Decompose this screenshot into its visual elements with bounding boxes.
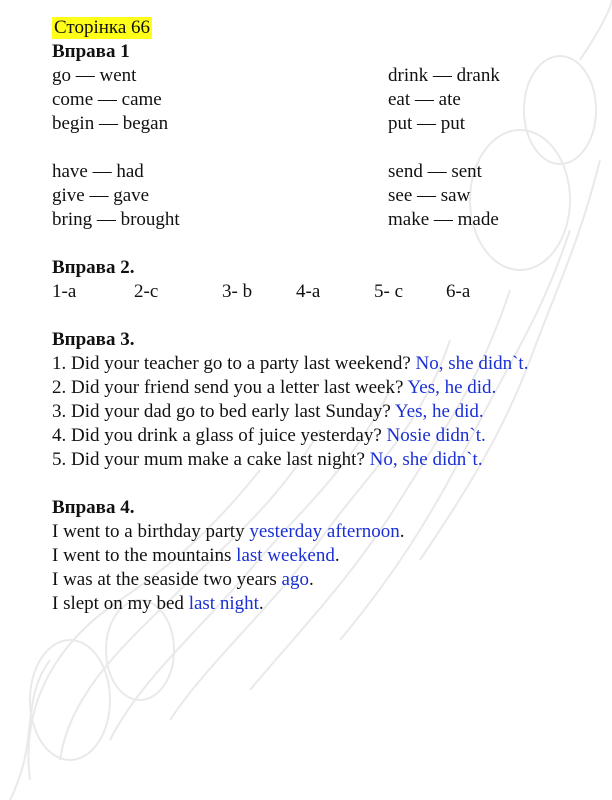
- question-line: [52, 352, 592, 376]
- spacer: [52, 136, 592, 160]
- answer-item: 2-c: [134, 281, 159, 302]
- page-label: Сторінка 66: [54, 17, 151, 38]
- sentence-line: [52, 544, 592, 568]
- sentence-line: [52, 592, 592, 616]
- verb-pair-row: [52, 208, 592, 232]
- answer-item: 5- c: [374, 281, 404, 302]
- spacer: [52, 232, 592, 256]
- verb-pair-right: put — put: [388, 113, 466, 134]
- verb-pair-left: begin — began: [52, 113, 169, 134]
- time-phrase: yesterday afternoon: [249, 521, 400, 542]
- sentence-end: .: [258, 593, 264, 614]
- answer-item: 3- b: [222, 281, 253, 302]
- verb-pair-left: have — had: [52, 161, 144, 182]
- question-text: 4. Did you drink a glass of juice yesterday?: [52, 425, 387, 446]
- verb-pair-row: [52, 184, 592, 208]
- exercise-2-heading: Вправа 2.: [52, 257, 135, 278]
- verb-pair-right: eat — ate: [388, 89, 461, 110]
- exercise-2-answers: [52, 280, 592, 304]
- question-line: [52, 400, 592, 424]
- answer-item: 1-a: [52, 281, 77, 302]
- page-label-line: [52, 16, 592, 40]
- question-line: [52, 424, 592, 448]
- question-line: [52, 448, 592, 472]
- sentence-start: I went to a birthday party: [52, 521, 250, 542]
- answer-text: No, she didn`t.: [415, 353, 529, 374]
- answer-text: Yes, he did.: [407, 377, 497, 398]
- spacer: [52, 472, 592, 496]
- question-text: 1. Did your teacher go to a party last weekend?: [52, 353, 416, 374]
- verb-pair-row: [52, 64, 592, 88]
- answer-item: 6-a: [446, 281, 471, 302]
- time-phrase: last night: [188, 593, 259, 614]
- sentence-end: .: [308, 569, 314, 590]
- verb-pair-right: see — saw: [388, 185, 471, 206]
- document-content: [52, 16, 592, 616]
- verb-pair-row: [52, 88, 592, 112]
- exercise-4-heading: Вправа 4.: [52, 497, 135, 518]
- verb-pair-left: give — gave: [52, 185, 150, 206]
- sentence-line: [52, 568, 592, 592]
- sentence-end: .: [399, 521, 405, 542]
- exercise-3-heading: Вправа 3.: [52, 329, 135, 350]
- verb-pair-right: make — made: [388, 209, 499, 230]
- sentence-start: I slept on my bed: [52, 593, 189, 614]
- verb-pair-row: [52, 160, 592, 184]
- verb-pair-left: bring — brought: [52, 209, 180, 230]
- sentence-start: I went to the mountains: [52, 545, 237, 566]
- spacer: [52, 304, 592, 328]
- answer-text: Yes, he did.: [394, 401, 484, 422]
- answer-text: Nosie didn`t.: [386, 425, 486, 446]
- verb-pair-left: come — came: [52, 89, 162, 110]
- verb-pair-right: drink — drank: [388, 65, 500, 86]
- question-text: 2. Did your friend send you a letter last week?: [52, 377, 408, 398]
- sentence-start: I was at the seaside two years: [52, 569, 282, 590]
- time-phrase: ago: [281, 569, 309, 590]
- verb-pair-right: send — sent: [388, 161, 482, 182]
- answer-text: No, she didn`t.: [369, 449, 483, 470]
- verb-pair-left: go — went: [52, 65, 137, 86]
- time-phrase: last weekend: [236, 545, 335, 566]
- question-line: [52, 376, 592, 400]
- question-text: 5. Did your mum make a cake last night?: [52, 449, 370, 470]
- verb-pair-row: [52, 112, 592, 136]
- answer-item: 4-a: [296, 281, 321, 302]
- sentence-line: [52, 520, 592, 544]
- sentence-end: .: [334, 545, 340, 566]
- exercise-1-heading: Вправа 1: [52, 41, 130, 62]
- question-text: 3. Did your dad go to bed early last Sunday?: [52, 401, 395, 422]
